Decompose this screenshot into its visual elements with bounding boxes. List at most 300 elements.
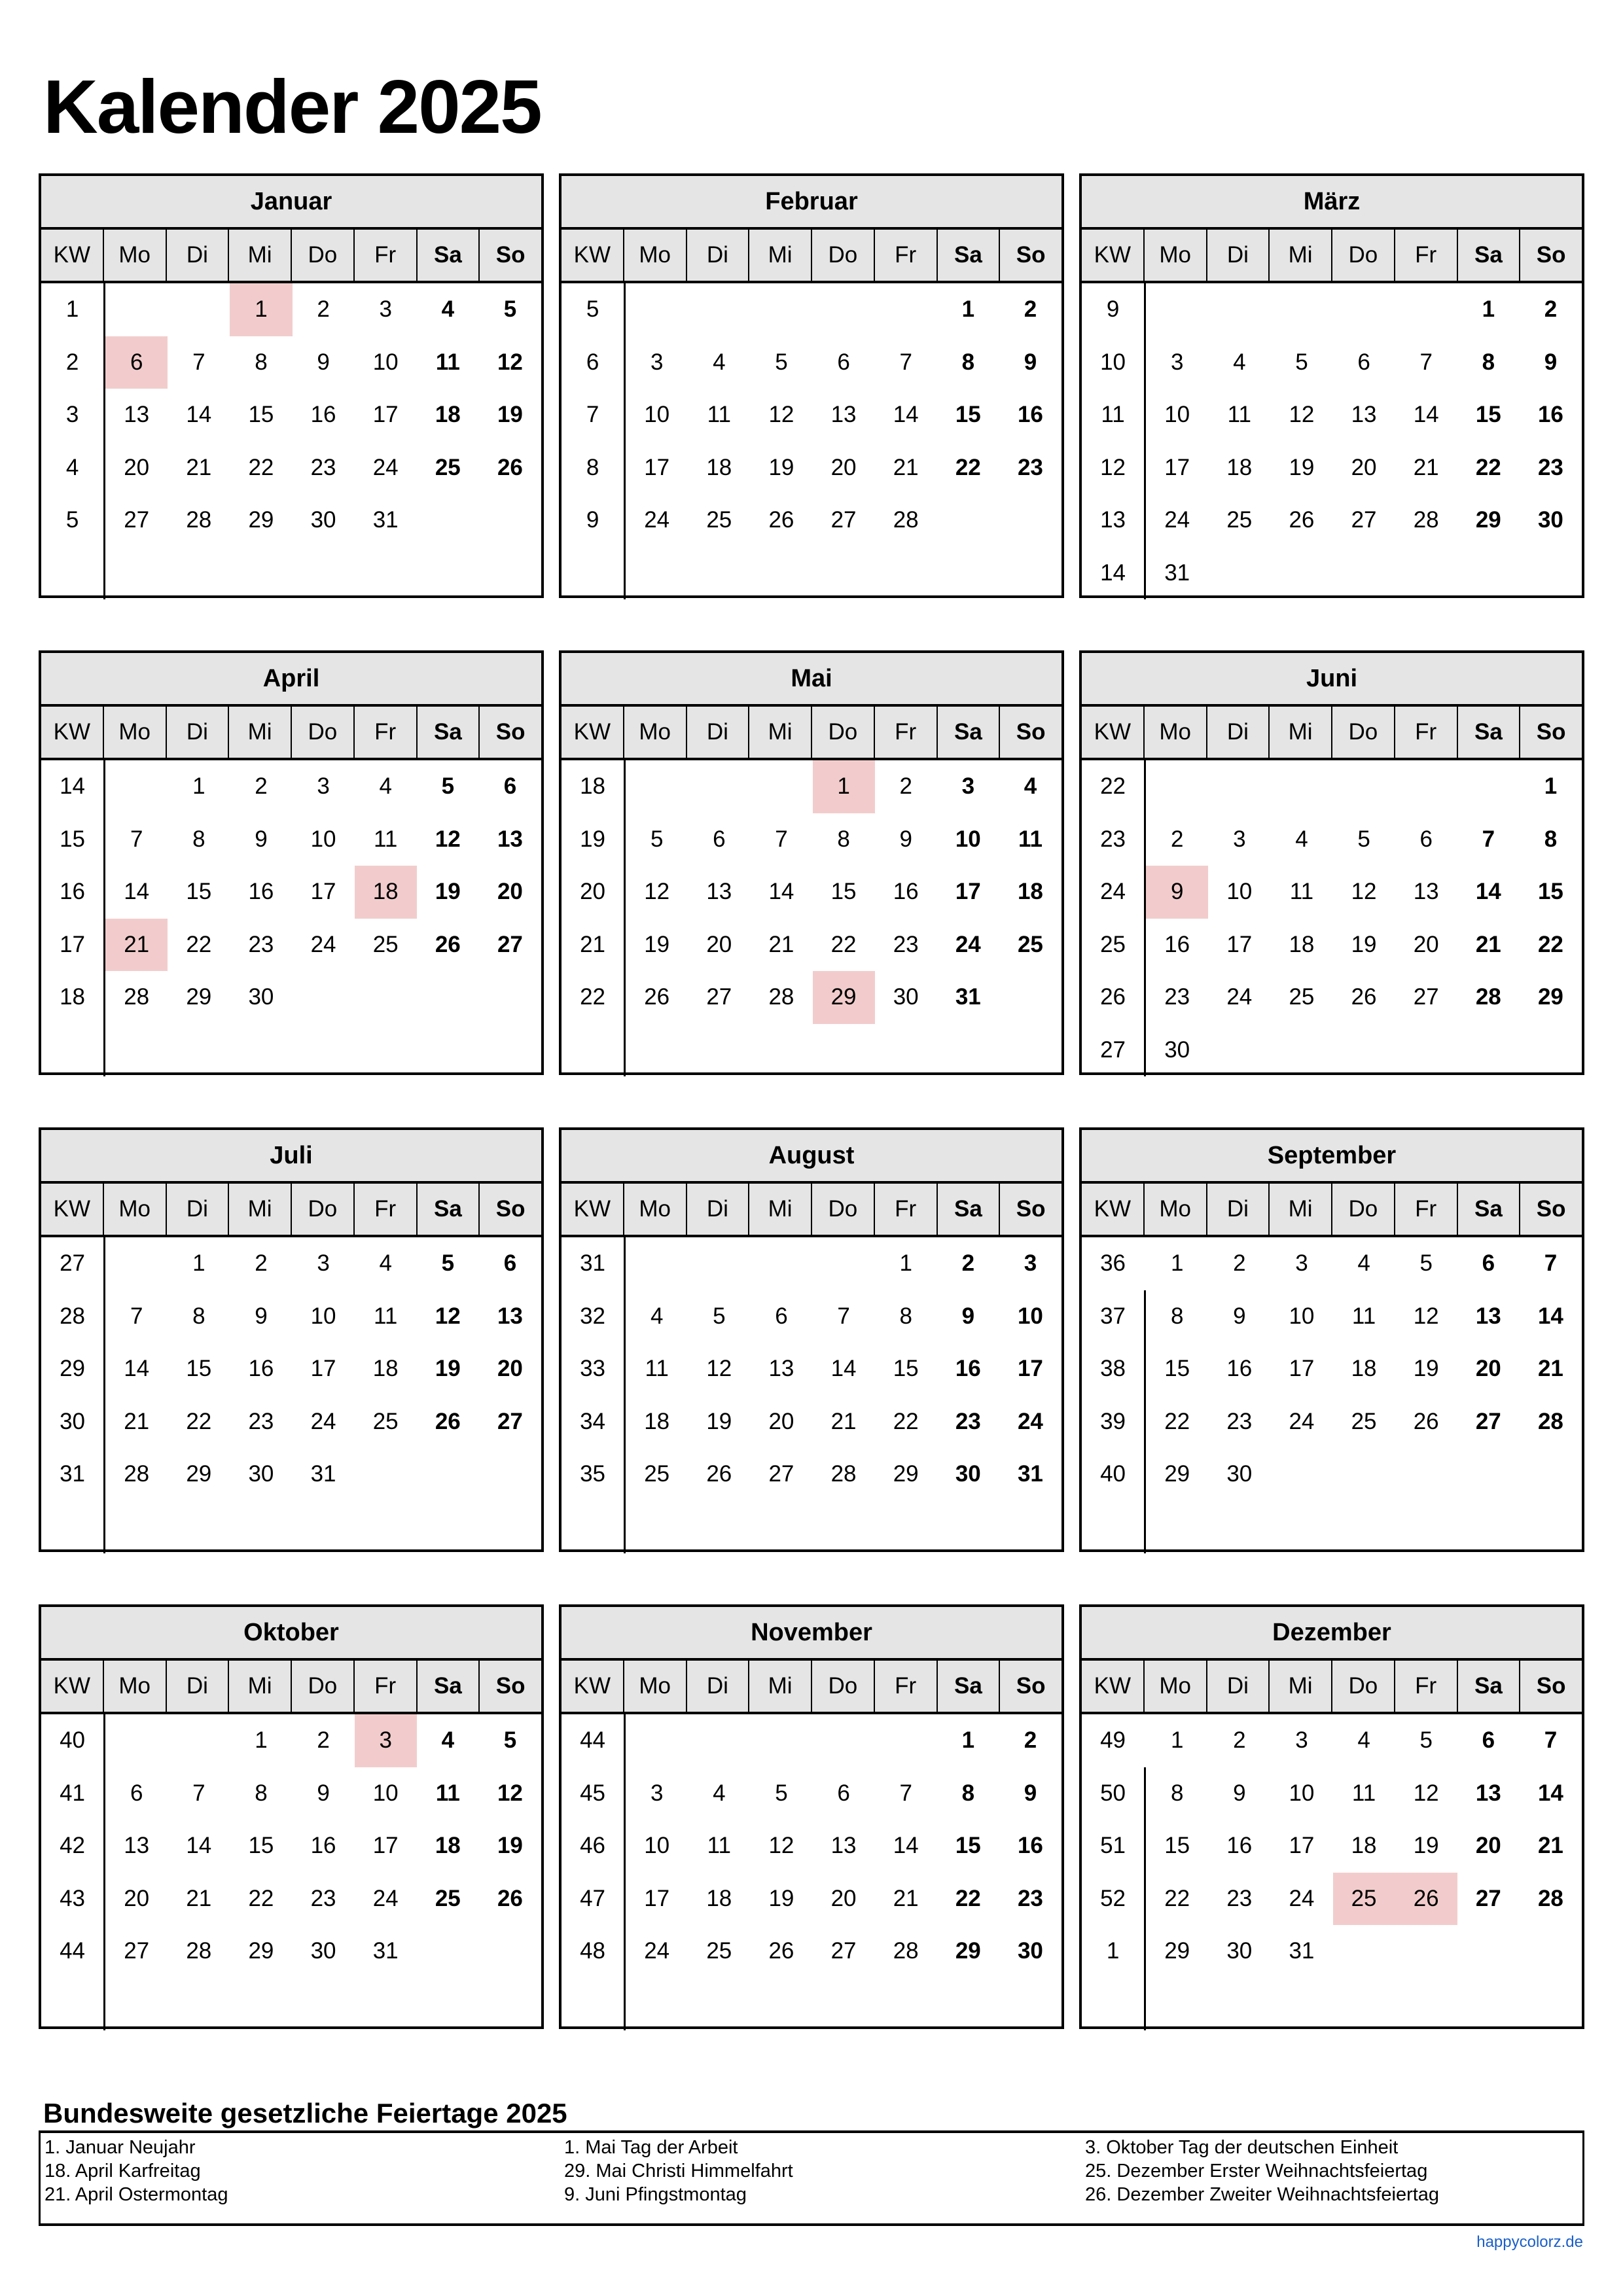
week-row [41,1978,541,2031]
weekday-header: Do [1331,230,1394,281]
week-row [562,813,1061,866]
day-cell: 12 [435,826,461,852]
empty-day-cell [750,1978,812,2031]
credit-link[interactable]: happycolorz.de [1476,2233,1583,2251]
week-number: 46 [562,1820,626,1873]
weekday-header: Do [291,1661,353,1712]
week-row [41,1396,541,1449]
weekday-header: Mo [1143,707,1206,758]
day-cell: 9 [317,349,330,375]
day-cell: 6 [503,773,517,800]
holiday-item: 26. Dezember Zweiter Weihnachtsfeiertag [1085,2184,1440,2205]
weekday-header: So [478,230,541,281]
weekday-header: Di [686,707,749,758]
weekday-header: Mo [623,230,686,281]
empty-day-cell [875,1024,937,1077]
week-row [41,1767,541,1820]
week-row [562,494,1061,547]
day-cell: 31 [955,984,981,1010]
day-cell: 26 [435,1408,461,1434]
day-cell: 12 [1351,879,1377,905]
week-number: 9 [1082,283,1146,336]
week-row [1082,494,1582,547]
empty-day-cell [355,1024,417,1077]
month-body [1082,760,1582,1072]
day-cell: 27 [768,1461,794,1487]
empty-day-cell [105,1237,168,1290]
day-cell: 19 [1413,1356,1439,1382]
empty-day-cell [688,1237,750,1290]
week-number: 23 [1082,813,1146,866]
day-cell: 15 [893,1356,919,1382]
week-row [1082,813,1582,866]
week-row [41,1501,541,1554]
day-cell: 17 [372,402,399,428]
empty-day-cell [1457,547,1520,600]
empty-day-cell [1333,1501,1395,1554]
day-cell: 26 [497,1885,523,1911]
holiday-day-cell: 26 [1395,1873,1457,1926]
day-cell: 30 [248,1461,274,1487]
empty-day-cell [1520,1925,1582,1978]
empty-day-cell [626,283,688,336]
day-cell: 12 [768,402,794,428]
week-row [41,971,541,1024]
holiday-item: 29. Mai Christi Himmelfahrt [564,2161,793,2181]
empty-day-cell [168,1714,230,1767]
day-cell: 24 [310,931,336,957]
month-title: Juni [1082,653,1582,707]
day-cell: 21 [186,454,212,480]
day-cell: 4 [1024,773,1037,800]
day-cell: 14 [1537,1780,1563,1806]
day-cell: 2 [1170,826,1184,852]
day-cell: 6 [713,826,726,852]
day-cell: 2 [317,1727,330,1754]
weekday-header: Fr [353,1661,416,1712]
day-cell: 22 [1164,1408,1190,1434]
month-title: September [1082,1130,1582,1184]
week-number: 15 [41,813,105,866]
weekday-header: Sa [416,1184,479,1235]
month-title: Mai [562,653,1061,707]
day-cell: 11 [435,349,460,375]
weekday-header: KW [53,242,91,268]
day-cell: 17 [644,454,670,480]
week-number: 49 [1100,1727,1126,1754]
day-cell: 11 [435,1780,460,1806]
day-cell: 7 [192,349,205,375]
day-cell: 23 [955,1408,981,1434]
week-row [1082,1873,1582,1926]
week-row [562,442,1061,495]
empty-day-cell [875,283,937,336]
day-cell: 23 [1226,1408,1253,1434]
day-cell: 8 [837,826,850,852]
week-number [562,547,626,600]
day-cell: 14 [768,879,794,905]
empty-day-cell [479,1024,541,1077]
day-cell: 2 [1233,1250,1246,1277]
weekday-header-row [1082,707,1582,760]
weekday-header: Sa [1457,230,1520,281]
week-row [41,1290,541,1343]
day-cell: 1 [1544,773,1558,800]
day-cell: 5 [1357,826,1370,852]
empty-day-cell [875,547,937,600]
empty-day-cell [1146,1978,1208,2031]
empty-day-cell [1520,1501,1582,1554]
day-cell: 23 [310,1885,336,1911]
day-cell: 31 [310,1461,336,1487]
day-cell: 12 [644,879,670,905]
week-number: 34 [562,1396,626,1449]
weekday-header: KW [573,719,611,745]
weekday-header: Di [166,1184,228,1235]
week-row [562,336,1061,389]
weekday-header: Sa [1457,1184,1520,1235]
month-januar [39,173,544,598]
day-cell: 16 [310,1833,336,1859]
week-row [41,336,541,389]
weekday-header: KW [53,719,91,745]
day-cell: 29 [955,1938,981,1964]
week-row [1082,866,1582,919]
empty-day-cell [999,971,1061,1024]
empty-day-cell [1333,547,1395,600]
day-cell: 8 [255,349,268,375]
day-cell: 10 [1017,1303,1043,1329]
day-cell: 20 [497,1356,523,1382]
empty-day-cell [355,547,417,600]
empty-day-cell [1208,547,1270,600]
day-cell: 20 [830,454,857,480]
week-number: 21 [562,919,626,972]
day-cell: 8 [899,1303,912,1329]
day-cell: 30 [893,984,919,1010]
day-cell: 13 [1475,1780,1501,1806]
day-cell: 7 [899,1780,912,1806]
weekday-header: Mi [748,707,811,758]
weekday-header: KW [53,1673,91,1699]
week-number [562,1024,626,1077]
weekday-header: So [999,230,1061,281]
week-number: 52 [1082,1873,1146,1926]
week-number: 50 [1082,1767,1146,1820]
week-row [562,971,1061,1024]
empty-day-cell [1208,1024,1270,1077]
week-number: 42 [41,1820,105,1873]
week-number: 39 [1082,1396,1146,1449]
day-cell: 10 [1164,402,1190,428]
day-cell: 5 [1419,1727,1433,1754]
weekday-header: Mi [228,1184,291,1235]
weekday-header: So [1519,1184,1582,1235]
weekday-header: KW [1094,719,1132,745]
day-cell: 25 [644,1461,670,1487]
week-number: 40 [41,1714,105,1767]
day-cell: 17 [310,879,336,905]
weekday-header-row [41,1661,541,1714]
day-cell: 21 [893,1885,919,1911]
empty-day-cell [1333,1448,1395,1501]
week-number: 10 [1082,336,1146,389]
empty-day-cell [875,1978,937,2031]
day-cell: 9 [1544,349,1558,375]
day-cell: 8 [255,1780,268,1806]
week-number: 22 [1082,760,1146,813]
weekday-header: Sa [936,230,999,281]
day-cell: 13 [768,1356,794,1382]
week-number: 3 [41,389,105,442]
weekday-header: So [1519,707,1582,758]
weekday-header: Fr [1394,1661,1457,1712]
empty-day-cell [1457,760,1520,813]
day-cell: 24 [1289,1885,1315,1911]
day-cell: 3 [1295,1727,1308,1754]
empty-day-cell [1457,1024,1520,1077]
day-cell: 21 [1537,1356,1563,1382]
week-number: 40 [1082,1448,1146,1501]
day-cell: 7 [837,1303,850,1329]
weekday-header: Fr [1394,707,1457,758]
day-cell: 18 [1289,931,1315,957]
day-cell: 6 [130,1780,143,1806]
empty-day-cell [875,1714,937,1767]
holiday-item: 1. Januar Neujahr [45,2137,196,2158]
empty-day-cell [417,971,479,1024]
day-cell: 12 [497,349,523,375]
weekday-header: Sa [416,1661,479,1712]
day-cell: 27 [1475,1408,1501,1434]
day-cell: 25 [435,1885,461,1911]
week-row [41,1820,541,1873]
holidays-column-2 [564,2136,793,2206]
empty-day-cell [479,494,541,547]
day-cell: 2 [961,1250,975,1277]
weekday-header: Di [166,707,228,758]
empty-day-cell [168,1024,230,1077]
month-body [41,283,541,595]
day-cell: 28 [1537,1408,1563,1434]
day-cell: 23 [1017,1885,1043,1911]
day-cell: 8 [1544,826,1558,852]
empty-day-cell [1333,1925,1395,1978]
day-cell: 28 [1475,984,1501,1010]
day-cell: 28 [124,1461,150,1487]
day-cell: 10 [1289,1303,1315,1329]
week-row [41,1237,541,1290]
holiday-day-cell: 9 [1146,866,1208,919]
month-title: Oktober [41,1607,541,1661]
day-cell: 14 [1475,879,1501,905]
day-cell: 26 [1289,507,1315,533]
empty-day-cell [355,1448,417,1501]
day-cell: 3 [1170,349,1184,375]
weekday-header: So [999,1661,1061,1712]
day-cell: 10 [955,826,981,852]
weekday-header: KW [53,1196,91,1222]
day-cell: 20 [1475,1833,1501,1859]
week-row [41,1448,541,1501]
empty-day-cell [1395,1448,1457,1501]
week-number: 45 [562,1767,626,1820]
day-cell: 31 [372,507,399,533]
month-title: Februar [562,176,1061,230]
month-body [562,760,1061,1072]
weekday-header: Mo [1143,1661,1206,1712]
weekday-header: Sa [1457,707,1520,758]
day-cell: 14 [893,402,919,428]
day-cell: 5 [441,1250,455,1277]
day-cell: 13 [1351,402,1377,428]
weekday-header: Sa [936,1661,999,1712]
day-cell: 16 [1164,931,1190,957]
day-cell: 14 [124,1356,150,1382]
day-cell: 15 [830,879,857,905]
day-cell: 8 [192,826,205,852]
day-cell: 5 [713,1303,726,1329]
day-cell: 12 [768,1833,794,1859]
day-cell: 15 [1475,402,1501,428]
day-cell: 18 [1351,1356,1377,1382]
month-body [1082,1714,1582,2026]
weekday-header: Di [166,230,228,281]
day-cell: 8 [961,349,975,375]
day-cell: 16 [1226,1833,1253,1859]
day-cell: 9 [961,1303,975,1329]
day-cell: 29 [1164,1461,1190,1487]
day-cell: 3 [379,296,392,323]
empty-day-cell [813,1978,875,2031]
week-number: 35 [562,1448,626,1501]
day-cell: 16 [1537,402,1563,428]
day-cell: 1 [1170,1250,1184,1277]
week-row [1082,1290,1582,1343]
weekday-header: Mi [1268,230,1331,281]
day-cell: 23 [893,931,919,957]
day-cell: 16 [248,879,274,905]
week-number: 48 [562,1925,626,1978]
empty-day-cell [1208,1501,1270,1554]
weekday-header: So [478,1184,541,1235]
weekday-header: Di [1206,230,1269,281]
day-cell: 19 [1351,931,1377,957]
day-cell: 4 [441,296,455,323]
day-cell: 14 [830,1356,857,1382]
day-cell: 18 [372,1356,399,1382]
holidays-column-3 [1085,2136,1439,2206]
weekday-header: Sa [936,707,999,758]
day-cell: 25 [372,931,399,957]
week-row [562,1343,1061,1396]
weekday-header: Di [686,1184,749,1235]
day-cell: 30 [310,1938,336,1964]
day-cell: 30 [1537,507,1563,533]
week-number [41,1024,105,1077]
day-cell: 17 [644,1885,670,1911]
day-cell: 27 [830,1938,857,1964]
day-cell: 15 [955,1833,981,1859]
week-row [1082,1237,1582,1290]
day-cell: 6 [837,349,850,375]
day-cell: 15 [1164,1833,1190,1859]
day-cell: 29 [248,1938,274,1964]
day-cell: 2 [1024,1727,1037,1754]
empty-day-cell [479,1978,541,2031]
day-cell: 22 [186,931,212,957]
weekday-header: KW [573,242,611,268]
month-juni [1079,650,1584,1075]
week-number: 27 [41,1237,105,1290]
day-cell: 19 [435,879,461,905]
day-cell: 4 [1357,1250,1370,1277]
day-cell: 19 [768,1885,794,1911]
empty-day-cell [750,1237,812,1290]
weekday-header: Mi [748,230,811,281]
empty-day-cell [105,283,168,336]
weekday-header: So [478,1661,541,1712]
day-cell: 4 [650,1303,664,1329]
day-cell: 29 [186,1461,212,1487]
weekday-header: Di [686,230,749,281]
day-cell: 10 [1226,879,1253,905]
weekday-header: Fr [1394,1184,1457,1235]
week-row [1082,442,1582,495]
weekday-header-row [562,1661,1061,1714]
day-cell: 25 [1226,507,1253,533]
day-cell: 16 [1017,1833,1043,1859]
week-number: 20 [562,866,626,919]
day-cell: 9 [1024,1780,1037,1806]
day-cell: 3 [317,1250,330,1277]
week-row [1082,1978,1582,2031]
week-number [562,1978,626,2031]
day-cell: 7 [130,1303,143,1329]
empty-day-cell [1270,1978,1332,2031]
empty-day-cell [626,1978,688,2031]
day-cell: 25 [1351,1408,1377,1434]
weekday-header: Fr [353,707,416,758]
week-number: 28 [41,1290,105,1343]
empty-day-cell [355,1501,417,1554]
empty-day-cell [105,547,168,600]
day-cell: 30 [310,507,336,533]
day-cell: 13 [497,1303,523,1329]
empty-day-cell [105,760,168,813]
week-number [41,1501,105,1554]
empty-day-cell [1333,760,1395,813]
day-cell: 19 [497,1833,523,1859]
day-cell: 27 [1351,507,1377,533]
empty-day-cell [688,1024,750,1077]
week-number: 4 [41,442,105,495]
day-cell: 6 [837,1780,850,1806]
weekday-header: Mi [748,1184,811,1235]
weekday-header: Fr [353,1184,416,1235]
day-cell: 30 [1226,1938,1253,1964]
week-row [41,1343,541,1396]
weekday-header: Mi [228,707,291,758]
empty-day-cell [750,760,812,813]
month-title: Dezember [1082,1607,1582,1661]
holidays-heading: Bundesweite gesetzliche Feiertage 2025 [43,2098,567,2128]
day-cell: 12 [1289,402,1315,428]
day-cell: 13 [830,402,857,428]
day-cell: 9 [1233,1780,1246,1806]
empty-day-cell [750,1501,812,1554]
day-cell: 1 [192,1250,205,1277]
